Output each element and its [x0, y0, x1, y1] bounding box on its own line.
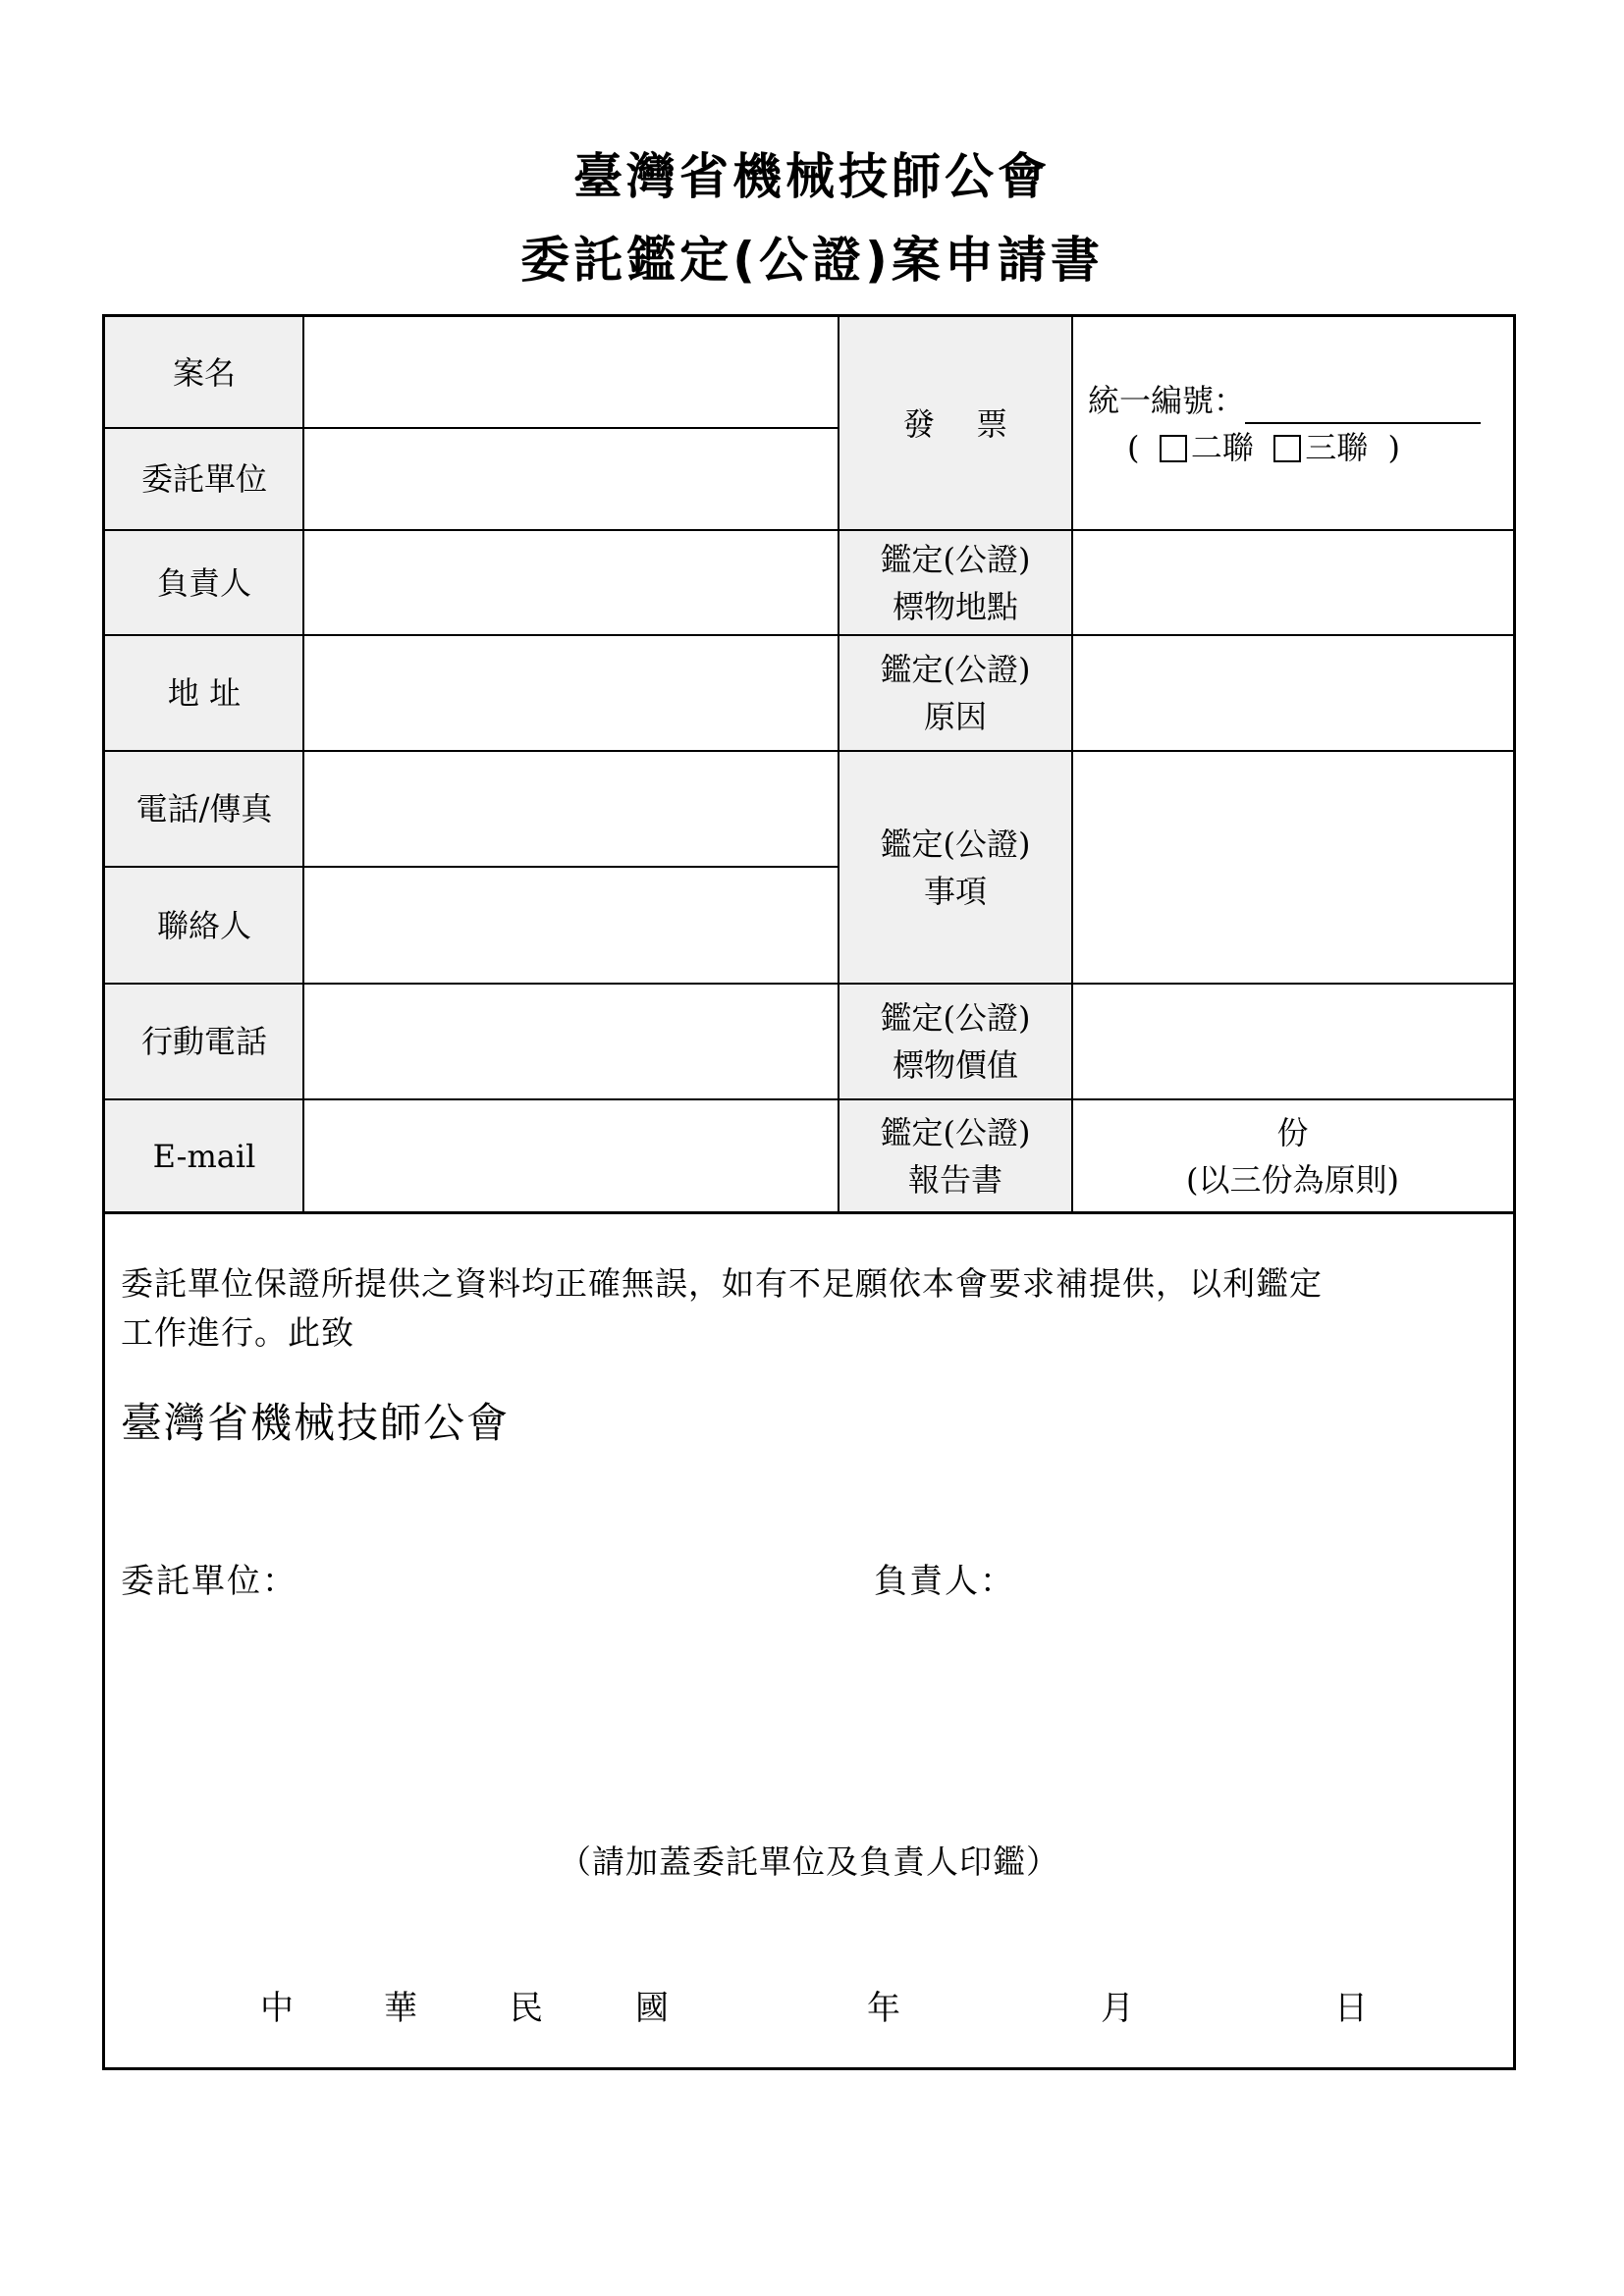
- location-field[interactable]: [1072, 530, 1513, 635]
- report-copies-field[interactable]: [1072, 1099, 1513, 1212]
- tax-id-input[interactable]: [1245, 389, 1481, 424]
- responsible-signature-label: 負責人：: [874, 1562, 1015, 1601]
- address-field[interactable]: [303, 635, 839, 751]
- document-subtitle: 委託鑑定(公證)案申請書: [520, 232, 1104, 289]
- mobile-phone-field[interactable]: [303, 984, 839, 1099]
- case-name-field[interactable]: [303, 317, 839, 428]
- grid-line: [105, 634, 1513, 636]
- date-guo: 國: [635, 1989, 669, 2028]
- document-title: 臺灣省機械技師公會: [573, 148, 1051, 205]
- copies-unit: 份: [1276, 1113, 1309, 1151]
- label-contact-person: 聯絡人: [105, 867, 303, 984]
- label-case-name: 案名: [105, 317, 303, 428]
- responsible-person-field[interactable]: [303, 530, 839, 635]
- grid-line: [105, 866, 838, 868]
- tax-id-label: 統一編號：: [1088, 381, 1246, 419]
- statement-line-2: 工作進行。此致: [121, 1313, 354, 1352]
- seal-note: （請加蓋委託單位及負責人印鑑）: [559, 1842, 1059, 1881]
- label-phone-fax: 電話/傳真: [105, 751, 303, 867]
- label-responsible-person: 負責人: [105, 530, 303, 635]
- grid-line: [105, 427, 838, 429]
- date-day: 日: [1334, 1989, 1368, 2028]
- phone-fax-field[interactable]: [303, 751, 839, 867]
- client-unit-signature-label: 委託單位：: [121, 1562, 298, 1601]
- value-field[interactable]: [1072, 984, 1513, 1099]
- label-location: 鑑定(公證) 標物地點: [839, 530, 1072, 635]
- label-address: 地 址: [105, 635, 303, 751]
- grid-line: [105, 1098, 1513, 1100]
- copies-note: (以三份為原則): [1186, 1160, 1399, 1199]
- email-field[interactable]: [303, 1099, 839, 1212]
- date-hua: 華: [384, 1989, 417, 2028]
- grid-line: [105, 750, 1513, 752]
- label-invoice: 發 票: [839, 317, 1072, 530]
- addressee: 臺灣省機械技師公會: [121, 1399, 511, 1447]
- grid-line: [105, 983, 1513, 985]
- items-field[interactable]: [1072, 751, 1513, 984]
- grid-line: [838, 317, 839, 1212]
- label-items: 鑑定(公證) 事項: [839, 751, 1072, 984]
- date-zhong: 中: [260, 1989, 294, 2028]
- reason-field[interactable]: [1072, 635, 1513, 751]
- date-month: 月: [1101, 1989, 1134, 2028]
- application-form: [102, 314, 1516, 2070]
- grid-line: [105, 1211, 1513, 1214]
- client-unit-field[interactable]: [303, 428, 839, 530]
- two-part-invoice-checkbox[interactable]: [1160, 435, 1187, 462]
- label-mobile-phone: 行動電話: [105, 984, 303, 1099]
- label-client-unit: 委託單位: [105, 428, 303, 530]
- two-part-invoice-label: 二聯: [1190, 428, 1254, 466]
- label-value: 鑑定(公證) 標物價值: [839, 984, 1072, 1099]
- statement-line-1: 委託單位保證所提供之資料均正確無誤，如有不足願依本會要求補提供，以利鑑定: [121, 1264, 1323, 1303]
- three-part-invoice-label: 三聯: [1305, 428, 1369, 466]
- invoice-field: 統一編號： ( 二聯 三聯 ): [1072, 317, 1513, 530]
- label-email: E-mail: [105, 1099, 303, 1212]
- label-report: 鑑定(公證) 報告書: [839, 1099, 1072, 1212]
- label-reason: 鑑定(公證) 原因: [839, 635, 1072, 751]
- grid-line: [302, 317, 304, 1212]
- grid-line: [1071, 317, 1073, 1212]
- date-min: 民: [510, 1989, 543, 2028]
- date-year: 年: [867, 1989, 900, 2028]
- three-part-invoice-checkbox[interactable]: [1273, 435, 1301, 462]
- contact-person-field[interactable]: [303, 867, 839, 984]
- grid-line: [105, 529, 1513, 531]
